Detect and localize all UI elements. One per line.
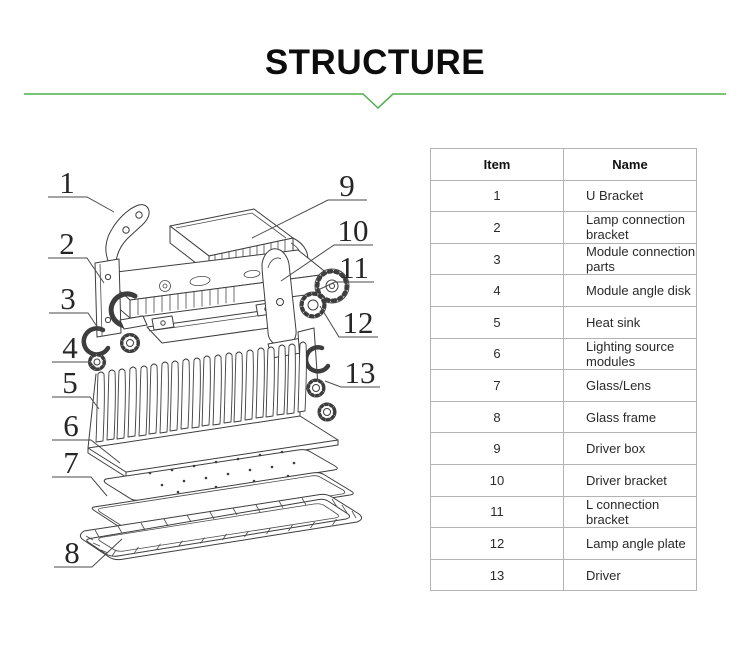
table-row: [431, 338, 697, 370]
table-row: [431, 180, 697, 212]
module-angle-disks: [89, 334, 140, 371]
item-cell: 2: [431, 212, 564, 244]
table-row: [431, 306, 697, 338]
item-cell: 4: [431, 275, 564, 307]
table-row: [431, 243, 697, 275]
item-cell: 1: [431, 180, 564, 212]
svg-text:3: 3: [60, 281, 76, 316]
page-title: STRUCTURE: [264, 43, 486, 82]
name-cell: Driver bracket: [564, 464, 697, 496]
item-cell: 8: [431, 401, 564, 433]
name-cell: Glass/Lens: [564, 370, 697, 402]
svg-text:2: 2: [59, 226, 75, 261]
item-cell: 7: [431, 370, 564, 402]
name-cell: Glass frame: [564, 401, 697, 433]
name-cell: Driver: [564, 559, 697, 591]
name-cell: Heat sink: [564, 306, 697, 338]
svg-text:13: 13: [344, 355, 376, 390]
name-cell: Lighting source modules: [564, 338, 697, 370]
svg-text:5: 5: [62, 365, 78, 400]
svg-text:12: 12: [342, 305, 374, 340]
name-cell: U Bracket: [564, 180, 697, 212]
name-cell: L connection bracket: [564, 496, 697, 528]
table-row: [431, 370, 697, 402]
table-row: [431, 212, 697, 244]
svg-text:4: 4: [62, 330, 78, 365]
item-cell: 12: [431, 528, 564, 560]
table-row: [431, 275, 697, 307]
svg-text:7: 7: [63, 445, 79, 480]
item-cell: 11: [431, 496, 564, 528]
callout-13: [325, 355, 380, 390]
name-cell: Lamp connection bracket: [564, 212, 697, 244]
name-cell: Driver box: [564, 433, 697, 465]
svg-text:6: 6: [63, 408, 79, 443]
parts-table-container: [430, 148, 697, 591]
table-row: [431, 433, 697, 465]
parts-table: [430, 148, 697, 591]
item-cell: 5: [431, 306, 564, 338]
name-cell: Module angle disk: [564, 275, 697, 307]
divider-chevron: [24, 94, 726, 108]
table-row: [431, 559, 697, 591]
item-cell: 6: [431, 338, 564, 370]
callout-5: [52, 365, 99, 409]
header-item: Item: [431, 149, 564, 181]
table-header-row: [431, 149, 697, 181]
item-cell: 3: [431, 243, 564, 275]
item-cell: 10: [431, 464, 564, 496]
table-row: [431, 401, 697, 433]
svg-text:8: 8: [64, 535, 80, 570]
table-row: [431, 496, 697, 528]
callout-3: [49, 281, 100, 331]
item-cell: 13: [431, 559, 564, 591]
name-cell: Module connection parts: [564, 243, 697, 275]
table-row: [431, 528, 697, 560]
callout-12: [320, 305, 378, 340]
item-cell: 9: [431, 433, 564, 465]
callout-1: [48, 165, 114, 212]
svg-text:9: 9: [339, 168, 355, 203]
svg-text:11: 11: [339, 250, 369, 285]
svg-text:10: 10: [337, 213, 369, 248]
table-row: [431, 464, 697, 496]
name-cell: Lamp angle plate: [564, 528, 697, 560]
svg-text:1: 1: [59, 165, 75, 200]
header-name: Name: [564, 149, 697, 181]
